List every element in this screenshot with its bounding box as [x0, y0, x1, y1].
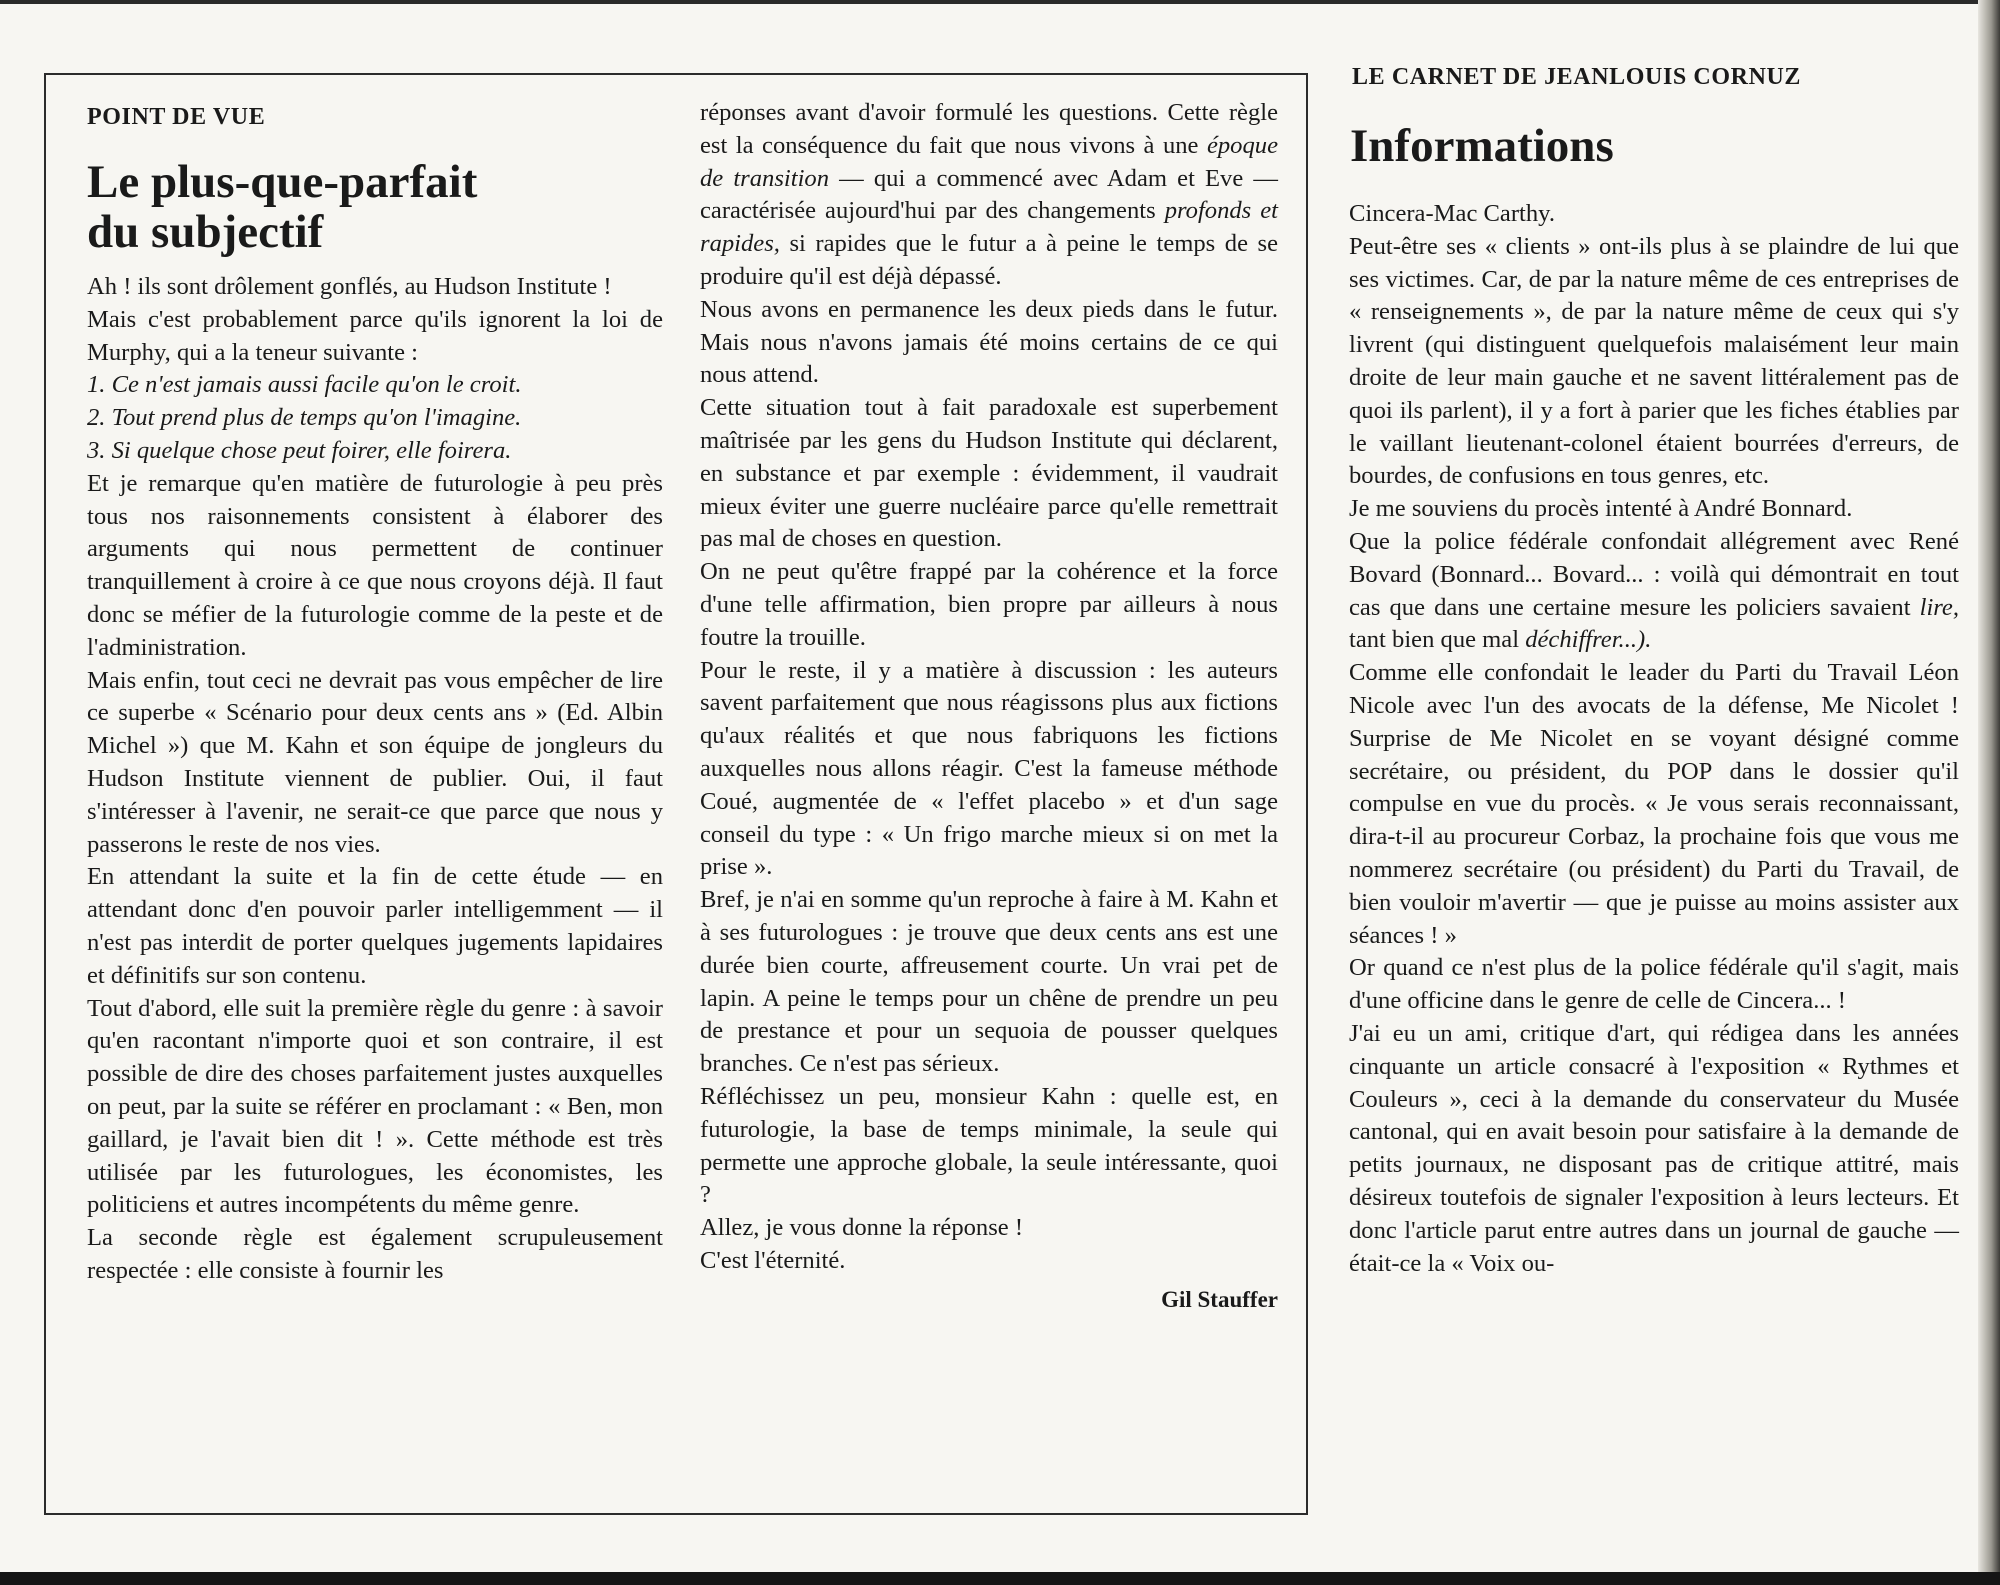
text-run: si rapides que le futur a à peine le temps de se produire qu'il est déjà dépassé. [700, 230, 1278, 290]
section-kicker: POINT DE VUE [87, 104, 266, 130]
italic-run: lire, [1919, 593, 1959, 621]
paragraph: Peut-être ses « clients » ont-ils plus à se plaindre de lui que ses victimes. Car, de par la nature même de ces entreprises de « renseignements », de par la nature même de ceux qui s'y livrent (qui distinguent quelquefois malaisément leur main droite de leur main gauche et ne savent littéralement pas de quoi ils parlent), il y a fort à parier que les fiches établies par le vaillant lieutenant-colonel étaient bourrées d'erreurs, de bourdes, de confusions en tous genres, etc. [1349, 232, 1959, 490]
paragraph: Tout d'abord, elle suit la première règle du genre : à savoir qu'en racontant n'importe quoi et son contraire, il est possible de dire des choses parfaitement justes auxquelles on peut, par la suite se référer en proclamant : « Ben, mon gaillard, je l'avait bien dit ! ». Cette méthode est très utilisée par les futurologues, les économistes, les politiciens et autres incompétents du même genre. [87, 994, 663, 1219]
headline-line-2: du subjectif [87, 206, 324, 258]
paragraph [700, 97, 1278, 294]
text-run: tant bien que mal [1349, 626, 1526, 654]
murphy-law-1: 1. Ce n'est jamais aussi facile qu'on le croit. [87, 371, 522, 399]
article-headline-informations: Informations [1350, 120, 1614, 172]
article-column-3 [1349, 198, 1959, 1280]
paragraph: Et je remarque qu'en matière de futurologie à peu près tous nos raisonnements consistent à élaborer des arguments qui nous permettent de continuer tranquillement à croire à ce que nous croyons déjà. Il faut donc se méfier de la futurologie comme de la peste et de l'administration. [87, 469, 663, 661]
italic-run: profonds et rapides, [700, 197, 1279, 258]
paragraph [1349, 526, 1959, 657]
article-headline [87, 157, 663, 257]
paragraph: C'est l'éternité. [700, 1246, 846, 1274]
italic-run: déchiffrer...). [1525, 626, 1652, 654]
paragraph: Pour le reste, il y a matière à discussion : les auteurs savent parfaitement que nous réagissons plus aux fictions qu'aux réalités et que nous fabriquons les fictions auxquelles nous allons réagir. C'est la fameuse méthode Coué, augmentée de « l'effet placebo » et d'un sage conseil du type : « Un frigo marche mieux si on met la prise ». [700, 656, 1278, 881]
paragraph: Nous avons en permanence les deux pieds dans le futur. Mais nous n'avons jamais été moins certains de ce qui nous attend. [700, 295, 1278, 389]
article-column-1 [87, 97, 663, 1288]
text-run: — qui a commencé avec Adam et Eve — caractérisée aujourd'hui par des changements [700, 164, 1278, 225]
author-signature: Gil Stauffer [1161, 1286, 1278, 1312]
bottom-rule [0, 1572, 2000, 1585]
paragraph: Réfléchissez un peu, monsieur Kahn : quelle est, en futurologie, la base de temps minimale, la seule qui permette une approche globale, la seule intéressante, quoi ? [700, 1082, 1278, 1209]
paragraph: Comme elle confondait le leader du Parti du Travail Léon Nicole avec l'un des avocats de la défense, Me Nicolet ! Surprise de Me Nicolet en se voyant désigné comme secrétaire, ou président, du POP dans le dossier qu'il compulse en vue du procès. « Je vous serais reconnaissant, dira-t-il au procureur Corbaz, la prochaine fois que vous me nommerez secrétaire (ou président) du Parti du Travail, de bien vouloir m'avertir — que je puisse au moins assister aux séances ! » [1349, 659, 1959, 949]
paragraph: Ah ! ils sont drôlement gonflés, au Hudson Institute ! [87, 273, 612, 300]
article-column-2 [700, 97, 1278, 1316]
murphy-law-3: 3. Si quelque chose peut foirer, elle foirera. [87, 436, 512, 464]
paragraph: Allez, je vous donne la réponse ! [700, 1214, 1024, 1242]
paragraph: Or quand ce n'est plus de la police fédérale qu'il s'agit, mais d'une officine dans le genre de celle de Cincera... ! [1349, 954, 1959, 1015]
paragraph: Mais c'est probablement parce qu'ils ignorent la loi de Murphy, qui a la teneur suivante : [87, 305, 663, 366]
headline-line-1: Le plus-que-parfait [87, 156, 478, 208]
murphy-law-2: 2. Tout prend plus de temps qu'on l'imagine. [87, 404, 522, 432]
italic-run: époque de transition [700, 131, 1278, 192]
paragraph: Mais enfin, tout ceci ne devrait pas vous empêcher de lire ce superbe « Scénario pour deux cents ans » (Ed. Albin Michel ») que M. Kahn et son équipe de jongleurs du Hudson Institute viennent de publier. Oui, il faut s'intéresser à l'avenir, ne serait-ce que parce que nous y passerons le reste de nos vies. [87, 666, 663, 858]
column-rubric: LE CARNET DE JEANLOUIS CORNUZ [1352, 64, 1802, 90]
paragraph: Je me souviens du procès intenté à André Bonnard. [1349, 495, 1853, 523]
paragraph: Bref, je n'ai en somme qu'un reproche à faire à M. Kahn et à ses futurologues : je trouve que deux cents ans est une durée bien courte, affreusement courte. Un vrai pet de lapin. A peine le temps pour un chêne de prendre un peu de prestance et pour un sequoia de pousser quelques branches. Ce n'est pas sérieux. [700, 886, 1278, 1078]
paragraph: La seconde règle est également scrupuleusement respectée : elle consiste à fournir les [87, 1224, 663, 1284]
paragraph: En attendant la suite et la fin de cette étude — en attendant donc d'en pouvoir parler intelligemment — il n'est pas interdit de porter quelques jugements lapidaires et définitifs sur son contenu. [87, 863, 663, 989]
paragraph: Cette situation tout à fait paradoxale est superbement maîtrisée par les gens du Hudson Institute qui déclarent, en substance et par exemple : évidemment, il vaudrait mieux éviter une guerre nucléaire parce qu'elle remettrait pas mal de choses en question. [700, 394, 1278, 553]
paragraph: J'ai eu un ami, critique d'art, qui rédigea dans les années cinquante un article consacré à l'exposition « Rythmes et Couleurs », ceci à la demande du conservateur du Musée cantonal, qui en avait besoin pour satisfaire à la demande de petits journaux, ne disposant pas de critique attitré, mais désireux toutefois de signaler l'exposition à leurs lecteurs. Et donc l'article parut entre autres dans un journal de gauche — était-ce la « Voix ou- [1349, 1019, 1959, 1277]
paragraph: On ne peut qu'être frappé par la cohérence et la force d'une telle affirmation, bien propre par ailleurs à nous foutre la trouille. [700, 558, 1278, 651]
paragraph: Cincera-Mac Carthy. [1349, 200, 1555, 227]
text-run: Que la police fédérale confondait allégrement avec René Bovard (Bonnard... Bovard... : voilà qui démontrait en tout cas que dans une certaine mesure les policiers savaient [1349, 527, 1959, 621]
top-rule [0, 0, 2000, 4]
text-run: réponses avant d'avoir formulé les questions. Cette règle est la conséquence du fait que nous vivons à une [700, 99, 1278, 159]
page-gutter-edge [1978, 0, 2000, 1572]
